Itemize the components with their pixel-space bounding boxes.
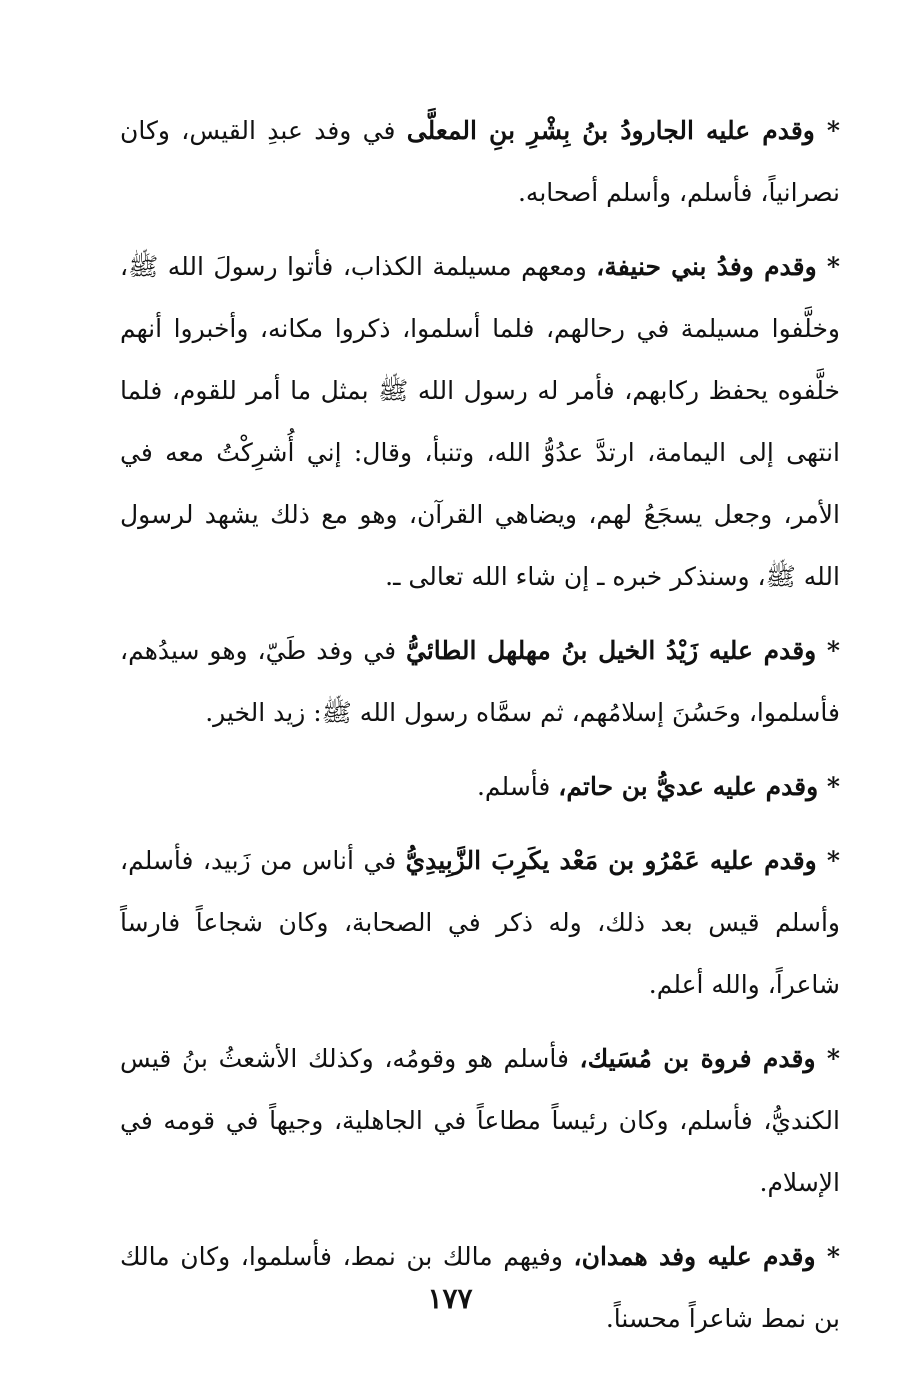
- paragraph-jarud: [120, 100, 840, 224]
- paragraph-text: فأسلم هو وقومُه، وكذلك الأشعثُ بنُ قيس الكنديُّ، فأسلم، وكان رئيساً مطاعاً في الجاهلية، وجيهاً في قومه في الإسلام.: [120, 1044, 840, 1197]
- paragraph-lead: * وقدم عليه زَيْدُ الخيل بنُ مهلهل الطائيُّ: [406, 636, 840, 665]
- paragraph-text: في وفد طَيّ، وهو سيدُهم، فأسلموا، وحَسُنَ إسلامُهم، ثم سمَّاه رسول الله ﷺ: زيد الخير.: [120, 636, 840, 727]
- paragraph-farwa-bin-musayk: [120, 1028, 840, 1214]
- paragraph-bani-hanifa: [120, 236, 840, 608]
- paragraph-lead: * وقدم فروة بن مُسَيك،: [579, 1044, 840, 1073]
- paragraph-text: فأسلم.: [476, 772, 559, 801]
- paragraph-text: ومعهم مسيلمة الكذاب، فأتوا رسولَ الله ﷺ، وخلَّفوا مسيلمة في رحالهم، فلما أسلموا، ذكروا مكانه، وأخبروا أنهم خلَّفوه يحفظ ركابهم، فأمر له رسول الله ﷺ بمثل ما أمر للقوم، فلما انتهى إلى اليمامة، ارتدَّ عدُوُّ الله، وتنبأ، وقال: إني أُشرِكْتُ معه في الأمر، وجعل يسجَعُ لهم، ويضاهي القرآن، وهو مع ذلك يشهد لرسول الله ﷺ، وسنذكر خبره ـ إن شاء الله تعالى ـ.: [120, 252, 840, 591]
- paragraph-lead: * وقدم عليه عديُّ بن حاتم،: [558, 772, 840, 801]
- paragraph-lead: * وقدم عليه الجارودُ بنُ بِشْرِ بنِ المعلَّى: [406, 116, 840, 145]
- paragraph-lead: * وقدم عليه عَمْرُو بن مَعْد يكَرِبَ الزَّبِيدِيُّ: [405, 846, 840, 875]
- paragraph-zayd-al-khayl: [120, 620, 840, 744]
- page-body: [120, 100, 840, 1362]
- paragraph-text: وفيهم مالك بن نمط، فأسلموا، وكان مالك بن نمط شاعراً محسناً.: [120, 1242, 840, 1333]
- paragraph-text: في أناس من زَبيد، فأسلم، وأسلم قيس بعد ذلك، وله ذكر في الصحابة، وكان شجاعاً فارساً شاعراً، والله أعلم.: [120, 846, 840, 999]
- paragraph-adi-bin-hatim: [120, 756, 840, 818]
- paragraph-amr-bin-madikarib: [120, 830, 840, 1016]
- page-number: ١٧٧: [427, 1282, 473, 1315]
- paragraph-lead: * وقدم وفدُ بني حنيفة،: [596, 252, 840, 281]
- paragraph-lead: * وقدم عليه وفد همدان،: [573, 1242, 840, 1271]
- paragraph-text: في وفد عبدِ القيس، وكان نصرانياً، فأسلم، وأسلم أصحابه.: [120, 116, 840, 207]
